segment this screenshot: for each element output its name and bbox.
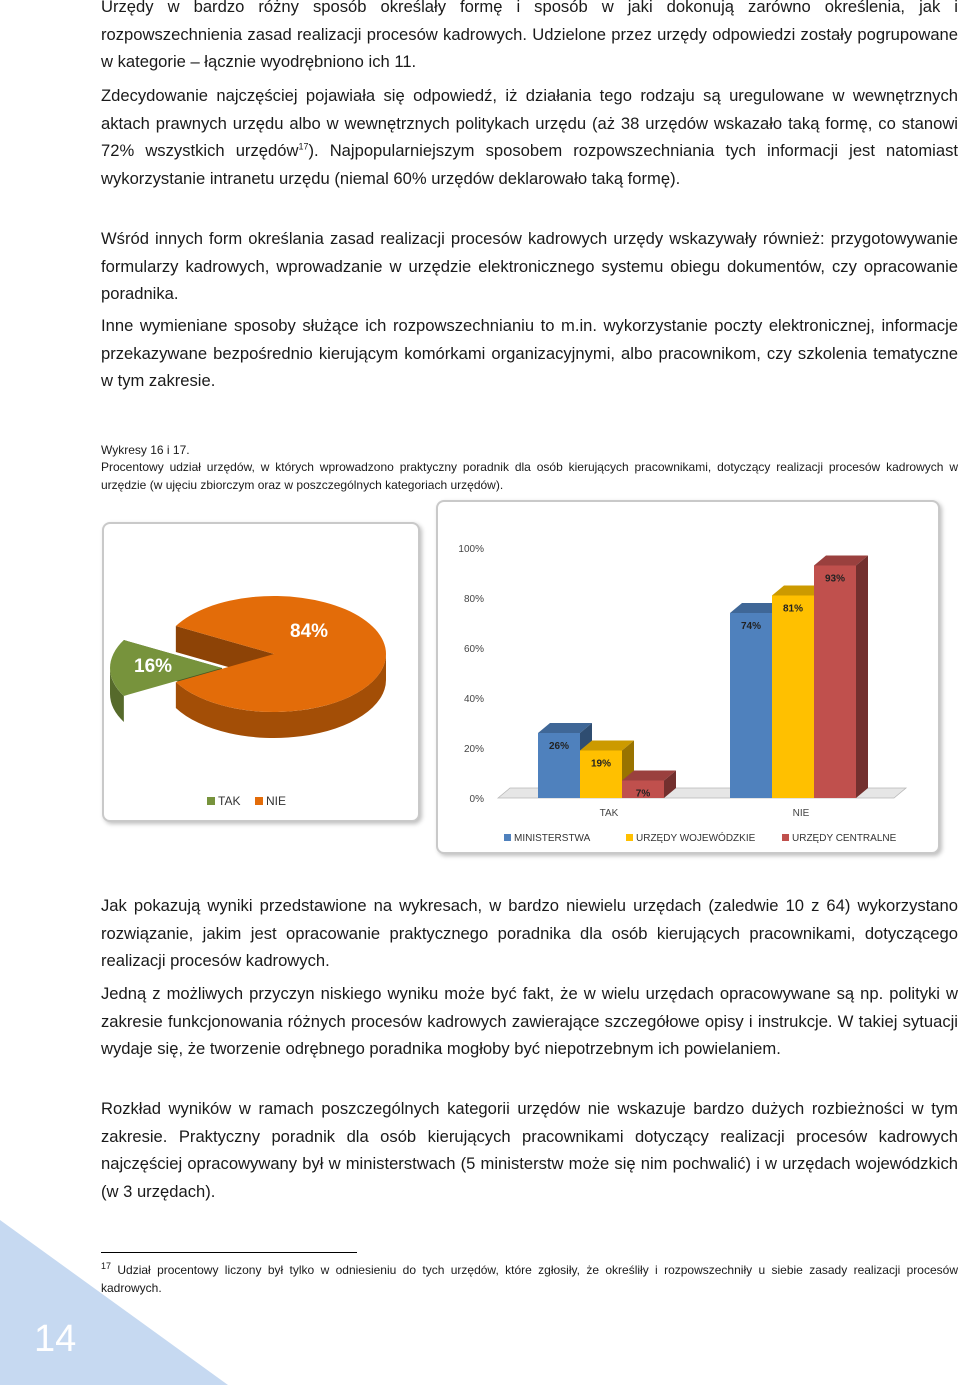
paragraph-2-part-1: Zdecydowanie najczęściej pojawiała się odpowiedź, iż działania tego rodzaju są uregulowane w wewnętrznych aktach prawnych urzędu albo w wewnętrznych politykach urzędu (aż 38 urzędów wskazało taką formę, co stanowi 72% wszystkich urzędów [101, 86, 958, 160]
figure-caption-text: Procentowy udział urzędów, w których wprowadzono praktyczny poradnik dla osób kierujących pracownikami, dotyczący realizacji procesów kadrowych w urzędzie (w ujęciu zbiorczym oraz w poszczególnych kategoriach urzędów). [101, 460, 958, 492]
legend-label-series-1: URZĘDY WOJEWÓDZKIE [636, 833, 756, 844]
legend-swatch-tak [207, 797, 215, 805]
pie-chart-frame [102, 522, 420, 822]
page-number: 14 [34, 1318, 77, 1360]
legend-label-nie: NIE [266, 794, 287, 808]
y-tick-label: 60% [463, 644, 484, 655]
bar-nie-2 [814, 566, 856, 799]
paragraph-3: Wśród innych form określania zasad realizacji procesów kadrowych urzędy wskazywały również: przygotowywanie formularzy kadrowych, wprowadzanie w urzędzie elektronicznego systemu obiegu dokumentów, czy opracowanie poradnika. [101, 229, 958, 303]
bar-data-label: 74% [740, 621, 762, 632]
footnote-mark: 17 [101, 1261, 112, 1271]
legend-label-series-0: MINISTERSTWA [514, 833, 591, 844]
x-tick-label: TAK [599, 808, 619, 819]
paragraph-6: Jedną z możliwych przyczyn niskiego wyniku może być fakt, że w wielu urzędach opracowywane są np. polityki w zakresie funkcjonowania różnych procesów kadrowych zawierające szczegółowe opisy i instrukcje. W takiej sytuacji wydaje się, że tworzenie odrębnego poradnika mogłoby być niepotrzebnym ich powielaniem. [101, 984, 958, 1058]
paragraph-2-part-2: ). Najpopularniejszym sposobem rozpowszechniania tych informacji jest natomiast wykorzystanie intranetu urzędu (niemal 60% urzędów deklarowało taką formę). [101, 141, 958, 188]
bar-chart-frame [436, 500, 940, 854]
footnote-separator [101, 1252, 357, 1253]
pie-label-tak: 16% [134, 656, 173, 677]
bar-data-label: 26% [548, 741, 570, 752]
paragraph-7: Rozkład wyników w ramach poszczególnych kategorii urzędów nie wskazuje bardzo dużych rozbieżności w tym zakresie. Praktyczny poradnik dla osób kierujących pracownikami dotyczący realizacji procesów kadrowych najczęściej opracowywany był w ministerstwach (5 ministerstw może się nim pochwalić) i w urzędach wojewódzkich (w 3 urzędach). [101, 1099, 958, 1201]
bar-nie-0 [730, 613, 772, 798]
bar-data-label: 7% [635, 788, 651, 800]
bar-chart [438, 502, 938, 852]
footnote-text: Udział procentowy liczony był tylko w odniesieniu do tych urzędów, które zgłosiły, że określiły i rozpowszechniły u siebie zasady realizacji procesów kadrowych. [101, 1263, 958, 1295]
paragraph-2 [101, 82, 958, 192]
y-tick-label: 0% [469, 794, 484, 805]
y-tick-label: 40% [463, 694, 484, 705]
pie-label-nie: 84% [290, 621, 329, 642]
paragraph-4: Inne wymieniane sposoby służące ich rozpowszechnianiu to m.in. wykorzystanie poczty elektronicznej, informacje przekazywane bezpośrednio kierującym komórkami organizacyjnymi, albo pracownikom, czy szkolenia tematyczne w tym zakresie. [101, 316, 958, 390]
bar-nie-1 [772, 596, 814, 799]
bar-data-label: 19% [590, 758, 612, 770]
footnote [101, 1262, 958, 1297]
legend-label-series-2: URZĘDY CENTRALNE [792, 833, 897, 844]
pie-chart [104, 524, 418, 820]
footnote-reference[interactable]: 17 [298, 141, 309, 152]
legend-label-tak: TAK [218, 794, 241, 808]
bar-data-label: 93% [824, 573, 846, 585]
bar-side-nie-2 [856, 556, 868, 799]
legend-swatch-series-2 [782, 834, 789, 841]
y-tick-label: 20% [463, 744, 484, 755]
paragraph-5: Jak pokazują wyniki przedstawione na wykresach, w bardzo niewielu urzędach (zaledwie 10 z 64) wykorzystano rozwiązanie, jakim jest opracowanie praktycznego poradnika dla osób kierujących pracownikami, dotyczącego realizacji procesów kadrowych. [101, 896, 958, 970]
x-tick-label: NIE [792, 808, 810, 819]
legend-swatch-nie [255, 797, 263, 805]
figure-caption-title: Wykresy 16 i 17. [101, 443, 190, 457]
y-tick-label: 100% [458, 544, 484, 555]
bar-data-label: 81% [782, 603, 804, 615]
legend-swatch-series-1 [626, 834, 633, 841]
legend-swatch-series-0 [504, 834, 511, 841]
y-tick-label: 80% [463, 594, 484, 605]
paragraph-1: Urzędy w bardzo różny sposób określały formę i sposób w jaki dokonują zarówno określenia, jak i rozpowszechnienia zasad realizacji procesów kadrowych. Udzielone przez urzędy odpowiedzi zostały pogrupowane w kategorie – łącznie wyodrębniono ich 11. [101, 0, 958, 71]
